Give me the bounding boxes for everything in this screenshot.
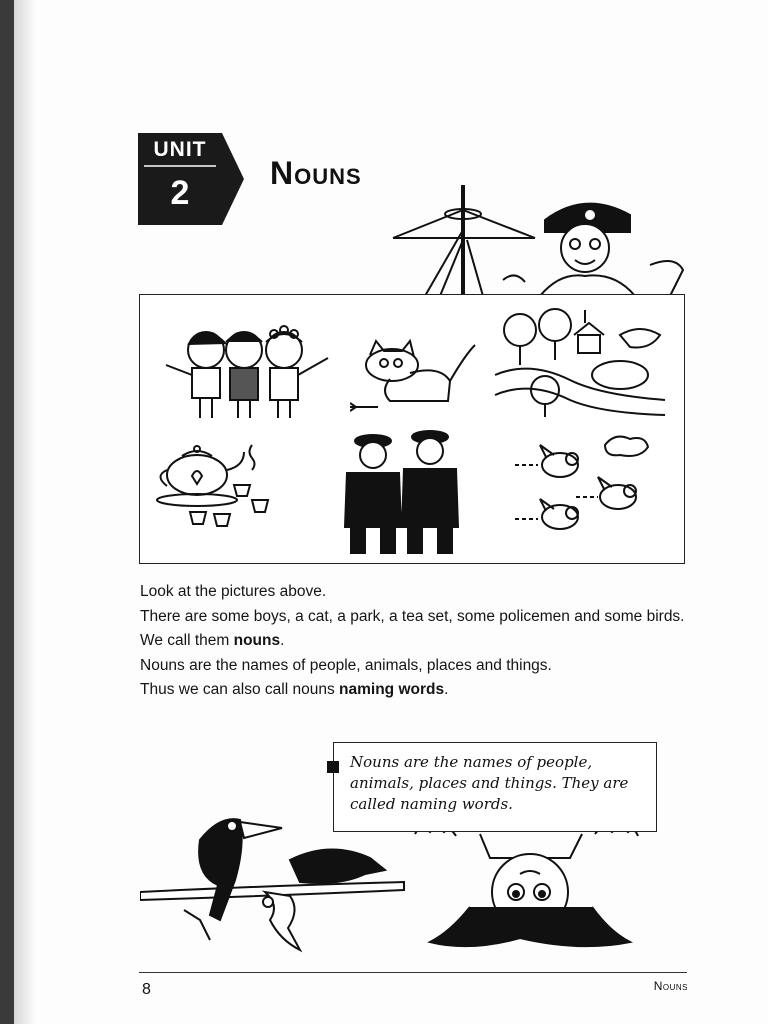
term-nouns: nouns xyxy=(233,632,281,649)
body-line-5: Thus we can also call nouns naming words. xyxy=(140,681,449,698)
body-line-4: Nouns are the names of people, animals, places and things. xyxy=(140,656,552,674)
page-number: 8 xyxy=(142,981,151,998)
term-naming-words: naming words xyxy=(339,681,445,698)
unit-number: 2 xyxy=(170,174,190,212)
birds-illustration-icon xyxy=(510,427,660,547)
body-line-1: Look at the pictures above. xyxy=(140,583,327,600)
cat-illustration-icon xyxy=(350,335,480,415)
policemen-illustration-icon xyxy=(335,427,470,559)
running-head: Nouns xyxy=(653,979,688,993)
pirate-ship-illustration-icon xyxy=(385,180,690,296)
page-gutter-shadow xyxy=(14,0,36,1024)
pictures-panel xyxy=(139,294,685,564)
boys-illustration-icon xyxy=(156,320,336,425)
lesson-text xyxy=(140,580,700,703)
unit-label: UNIT xyxy=(153,138,207,161)
body-line-3: We call them nouns. xyxy=(140,632,285,649)
footer-rule xyxy=(139,972,687,973)
body-line-2: There are some boys, a cat, a park, a tea set, some policemen and some birds. xyxy=(140,607,685,625)
tea-set-illustration-icon xyxy=(152,440,272,535)
park-illustration-icon xyxy=(490,305,670,420)
crows-on-branch-illustration-icon xyxy=(140,790,410,960)
chapter-title: Nouns xyxy=(270,155,362,191)
definition-note-text: Nouns are the names of people, animals, places and things. They are called naming words. xyxy=(350,753,629,813)
note-bullet-icon xyxy=(327,761,339,773)
